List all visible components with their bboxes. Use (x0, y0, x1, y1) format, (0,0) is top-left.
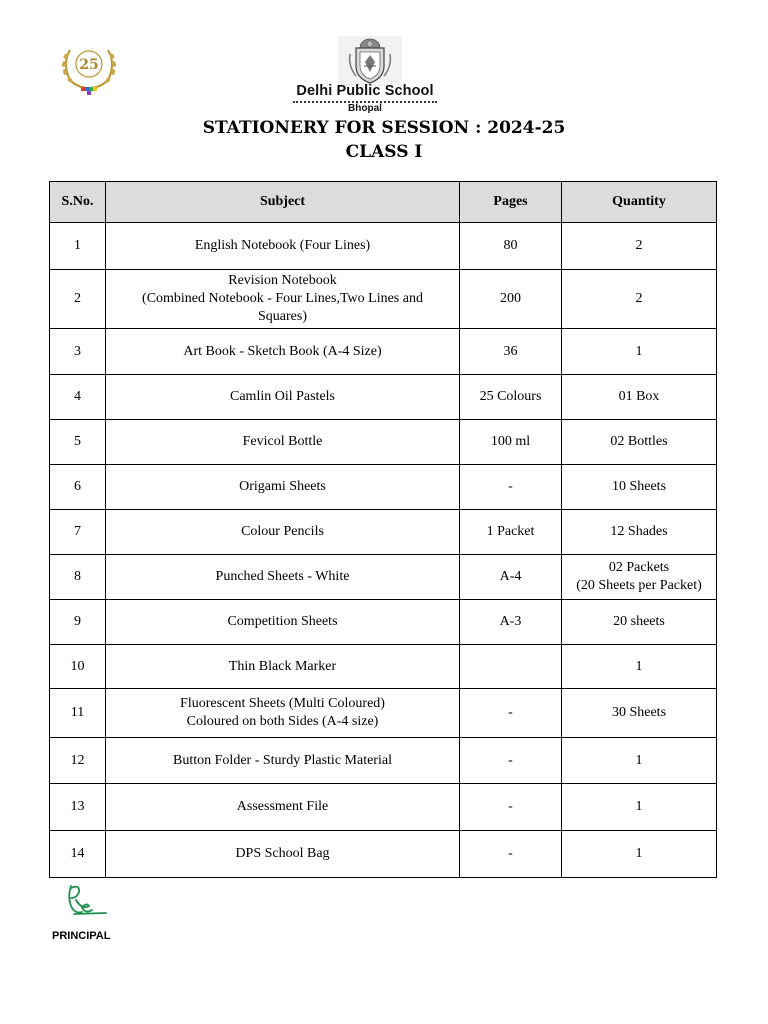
cell-subject (106, 555, 460, 600)
table-row (50, 223, 717, 270)
cell-quantity (562, 270, 717, 329)
cell-quantity (562, 555, 717, 600)
cell-quantity (562, 375, 717, 420)
cell-quantity-line: 12 Shades (610, 524, 668, 539)
cell-sno: 1 (50, 223, 106, 270)
cell-quantity (562, 510, 717, 555)
cell-quantity (562, 223, 717, 270)
cell-quantity-line: (20 Sheets per Packet) (576, 578, 702, 593)
cell-quantity (562, 420, 717, 465)
cell-subject (106, 784, 460, 831)
cell-subject-line: DPS School Bag (235, 846, 330, 861)
svg-text:25: 25 (79, 57, 99, 73)
cell-subject (106, 510, 460, 555)
cell-quantity-line: 20 sheets (613, 614, 665, 629)
cell-quantity-line: 2 (635, 291, 643, 306)
cell-pages (460, 645, 562, 689)
school-city: Bhopal (348, 103, 382, 114)
cell-quantity (562, 738, 717, 784)
table-row (50, 555, 717, 600)
table-row (50, 420, 717, 465)
principal-signature-icon (62, 882, 108, 922)
cell-sno: 7 (50, 510, 106, 555)
header-subject: Subject (106, 182, 460, 223)
cell-quantity-line: 01 Box (618, 389, 660, 404)
cell-subject-line: Button Folder - Sturdy Plastic Material (173, 752, 392, 768)
cell-sno: 11 (50, 689, 106, 738)
cell-pages: - (460, 831, 562, 878)
cell-sno: 2 (50, 270, 106, 329)
table-row (50, 465, 717, 510)
cell-pages: 200 (460, 270, 562, 329)
table-row (50, 600, 717, 645)
document-title: STATIONERY FOR SESSION : 2024-25 (202, 118, 566, 138)
cell-subject-line: Squares) (258, 309, 307, 324)
cell-subject-line: Competition Sheets (227, 614, 338, 629)
cell-subject-line: Camlin Oil Pastels (230, 389, 335, 404)
cell-sno: 6 (50, 465, 106, 510)
cell-subject (106, 645, 460, 689)
cell-pages: 36 (460, 329, 562, 375)
table-row (50, 510, 717, 555)
cell-subject-line: Fluorescent Sheets (Multi Coloured) (180, 696, 385, 711)
cell-subject (106, 329, 460, 375)
cell-pages: - (460, 465, 562, 510)
cell-quantity-line: 02 Bottles (610, 434, 668, 449)
table-row (50, 784, 717, 831)
cell-quantity-line: 1 (635, 343, 643, 359)
cell-subject-line: Art Book - Sketch Book (A-4 Size) (183, 343, 382, 359)
table-body (50, 223, 717, 878)
cell-subject (106, 600, 460, 645)
cell-subject (106, 375, 460, 420)
cell-subject-line: Colour Pencils (241, 524, 324, 539)
cell-quantity-line: 30 Sheets (611, 705, 667, 720)
table-row (50, 270, 717, 329)
cell-sno: 12 (50, 738, 106, 784)
cell-pages: A-4 (460, 555, 562, 600)
table-row (50, 738, 717, 784)
cell-quantity-line: 02 Packets (608, 560, 670, 575)
cell-pages: - (460, 784, 562, 831)
cell-subject (106, 831, 460, 878)
table-header-row (50, 182, 717, 223)
cell-quantity-line: 1 (635, 846, 643, 861)
cell-quantity-line: 1 (635, 752, 643, 768)
cell-sno: 13 (50, 784, 106, 831)
cell-subject-line: Origami Sheets (239, 479, 326, 494)
cell-quantity-line: 10 Sheets (611, 479, 667, 494)
cell-pages: A-3 (460, 600, 562, 645)
cell-subject-line: Fevicol Bottle (242, 434, 323, 449)
stationery-table (49, 181, 717, 878)
cell-sno: 4 (50, 375, 106, 420)
cell-subject (106, 270, 460, 329)
school-crest-icon (338, 36, 402, 86)
cell-quantity (562, 831, 717, 878)
cell-quantity (562, 600, 717, 645)
cell-pages: - (460, 738, 562, 784)
table-row (50, 645, 717, 689)
cell-subject-line: Coloured on both Sides (A-4 size) (186, 714, 379, 729)
cell-subject-line: Punched Sheets - White (215, 569, 350, 584)
cell-sno: 5 (50, 420, 106, 465)
cell-pages: 80 (460, 223, 562, 270)
cell-pages: 25 Colours (460, 375, 562, 420)
table-row (50, 831, 717, 878)
cell-quantity-line: 1 (635, 799, 643, 814)
cell-pages: - (460, 689, 562, 738)
cell-quantity (562, 645, 717, 689)
table-row (50, 375, 717, 420)
cell-subject-line: Thin Black Marker (228, 658, 337, 674)
cell-sno: 14 (50, 831, 106, 878)
cell-quantity (562, 329, 717, 375)
cell-quantity (562, 784, 717, 831)
principal-label: PRINCIPAL (52, 930, 111, 942)
cell-subject-line: English Notebook (Four Lines) (194, 238, 371, 253)
cell-sno: 8 (50, 555, 106, 600)
cell-subject-line: Assessment File (236, 799, 329, 814)
cell-pages: 1 Packet (460, 510, 562, 555)
cell-subject (106, 738, 460, 784)
header-sno: S.No. (50, 182, 106, 223)
cell-sno: 9 (50, 600, 106, 645)
table-row (50, 329, 717, 375)
table-row (50, 689, 717, 738)
header-quantity: Quantity (562, 182, 717, 223)
school-name: Delhi Public School (296, 83, 434, 99)
anniversary-emblem-icon (56, 40, 122, 96)
cell-subject (106, 689, 460, 738)
header-pages: Pages (460, 182, 562, 223)
cell-quantity-line: 2 (635, 238, 643, 253)
cell-subject (106, 420, 460, 465)
cell-pages: 100 ml (460, 420, 562, 465)
cell-subject (106, 223, 460, 270)
cell-sno: 3 (50, 329, 106, 375)
class-title: CLASS I (345, 142, 423, 162)
cell-quantity (562, 689, 717, 738)
cell-subject (106, 465, 460, 510)
cell-quantity-line: 1 (635, 658, 643, 674)
cell-subject-line: Revision Notebook (228, 273, 337, 288)
cell-subject-line: (Combined Notebook - Four Lines,Two Lines and (142, 291, 423, 306)
cell-sno: 10 (50, 645, 106, 689)
cell-quantity (562, 465, 717, 510)
